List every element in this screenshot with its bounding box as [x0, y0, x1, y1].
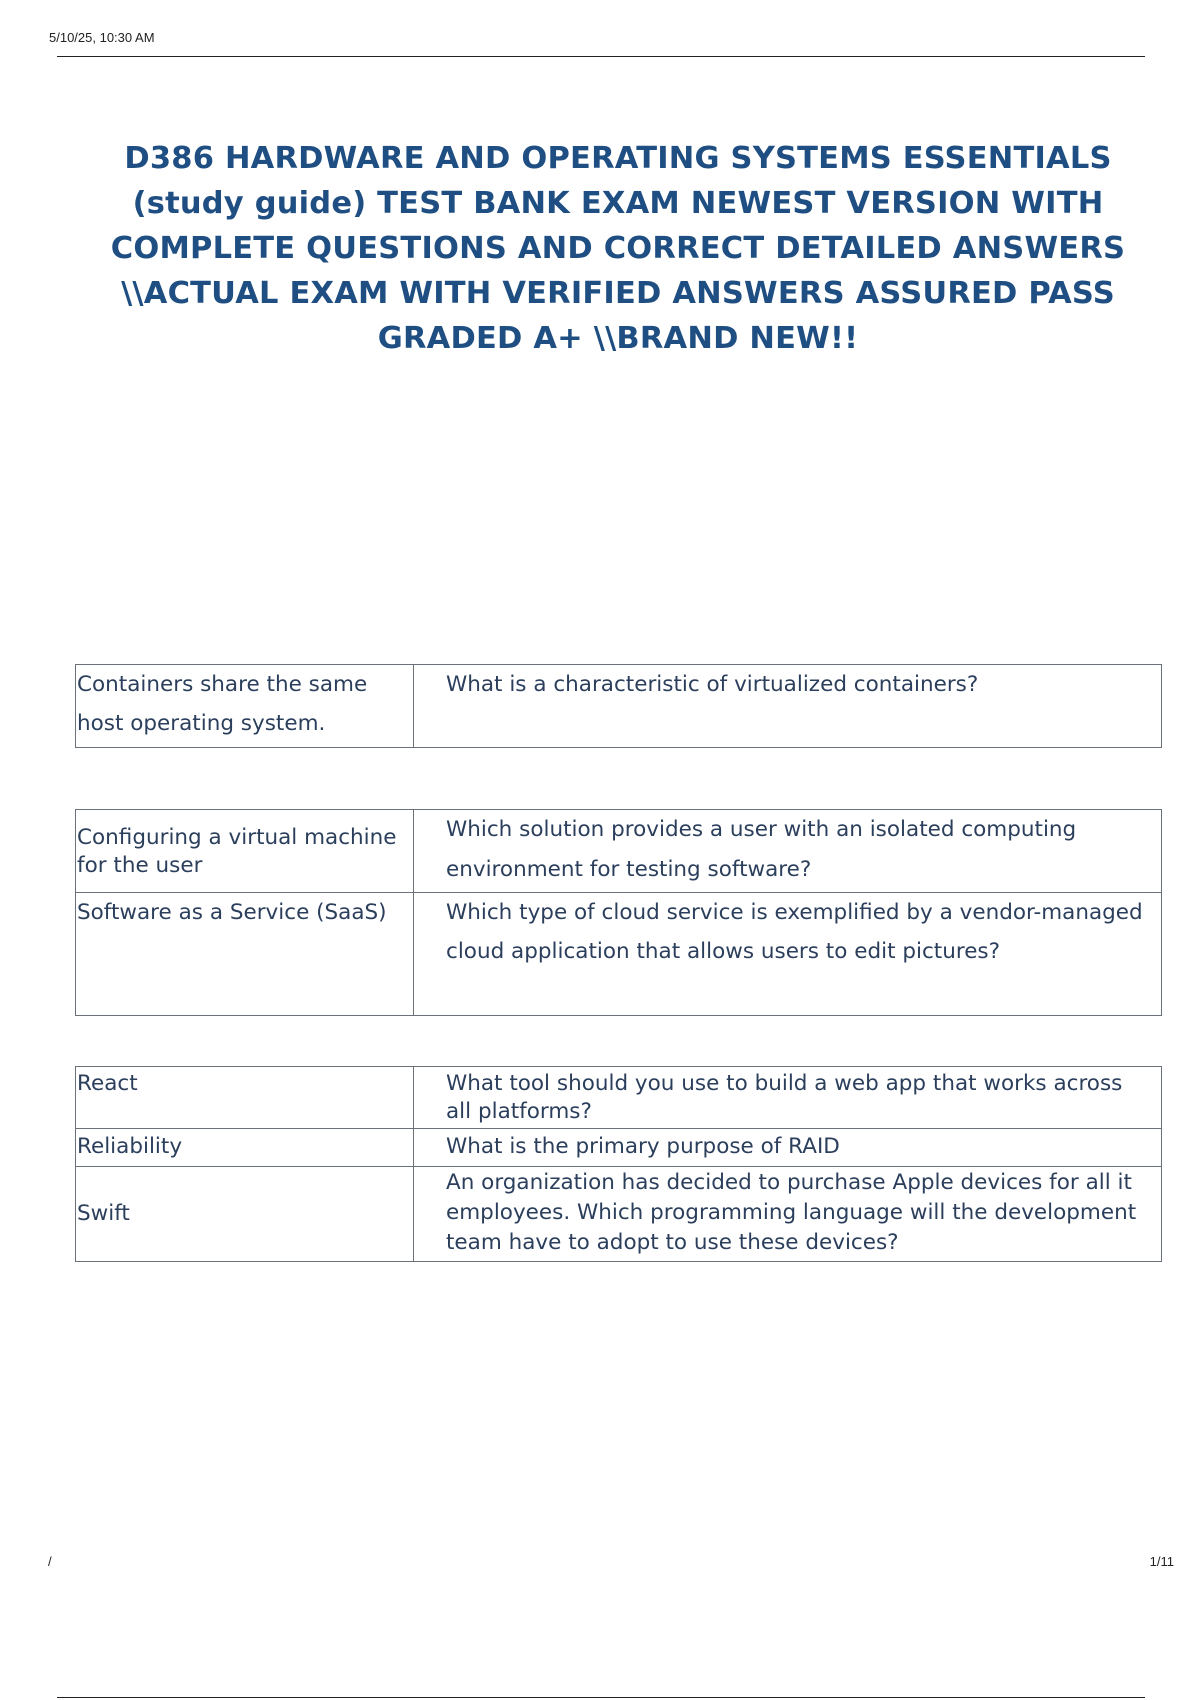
table-row [76, 810, 1162, 893]
title-line: COMPLETE QUESTIONS AND CORRECT DETAILED ANSWERS [110, 231, 1126, 266]
question-cell: What is a characteristic of virtualized containers? [414, 665, 1162, 748]
question-cell: An organization has decided to purchase Apple devices for all it employees. Which programming language will the development team have to adopt to use these devices? [414, 1167, 1162, 1262]
table-row [76, 665, 1162, 748]
footer-divider [57, 1697, 1145, 1698]
title-line: GRADED A+ \\BRAND NEW!! [377, 321, 859, 356]
document-title [60, 136, 1176, 361]
title-line: (study guide) TEST BANK EXAM NEWEST VERSION WITH [132, 186, 1104, 221]
answer-cell: Containers share the same host operating system. [76, 665, 414, 748]
qa-table-1 [75, 664, 1162, 748]
answer-cell: Software as a Service (SaaS) [76, 893, 414, 1016]
print-timestamp: 5/10/25, 10:30 AM [49, 30, 155, 45]
question-cell: What tool should you use to build a web app that works across all platforms? [414, 1067, 1162, 1129]
qa-table-3 [75, 1066, 1162, 1262]
title-line: D386 HARDWARE AND OPERATING SYSTEMS ESSENTIALS [124, 141, 1112, 176]
answer-cell: React [76, 1067, 414, 1129]
answer-cell: Swift [76, 1167, 414, 1262]
title-line: \\ACTUAL EXAM WITH VERIFIED ANSWERS ASSURED PASS [121, 276, 1115, 311]
question-cell: What is the primary purpose of RAID [414, 1129, 1162, 1167]
table-row [76, 1129, 1162, 1167]
question-cell: Which solution provides a user with an isolated computing environment for testing software? [414, 810, 1162, 893]
table-row [76, 1167, 1162, 1262]
footer-left-mark: / [48, 1554, 52, 1569]
header-divider [57, 56, 1145, 57]
question-cell: Which type of cloud service is exemplified by a vendor-managed cloud application that allows users to edit pictures? [414, 893, 1162, 1016]
qa-table-2 [75, 809, 1162, 1016]
page-number: 1/11 [1149, 1554, 1174, 1569]
answer-cell: Configuring a virtual machine for the user [76, 810, 414, 893]
answer-cell: Reliability [76, 1129, 414, 1167]
table-row [76, 893, 1162, 1016]
table-row [76, 1067, 1162, 1129]
